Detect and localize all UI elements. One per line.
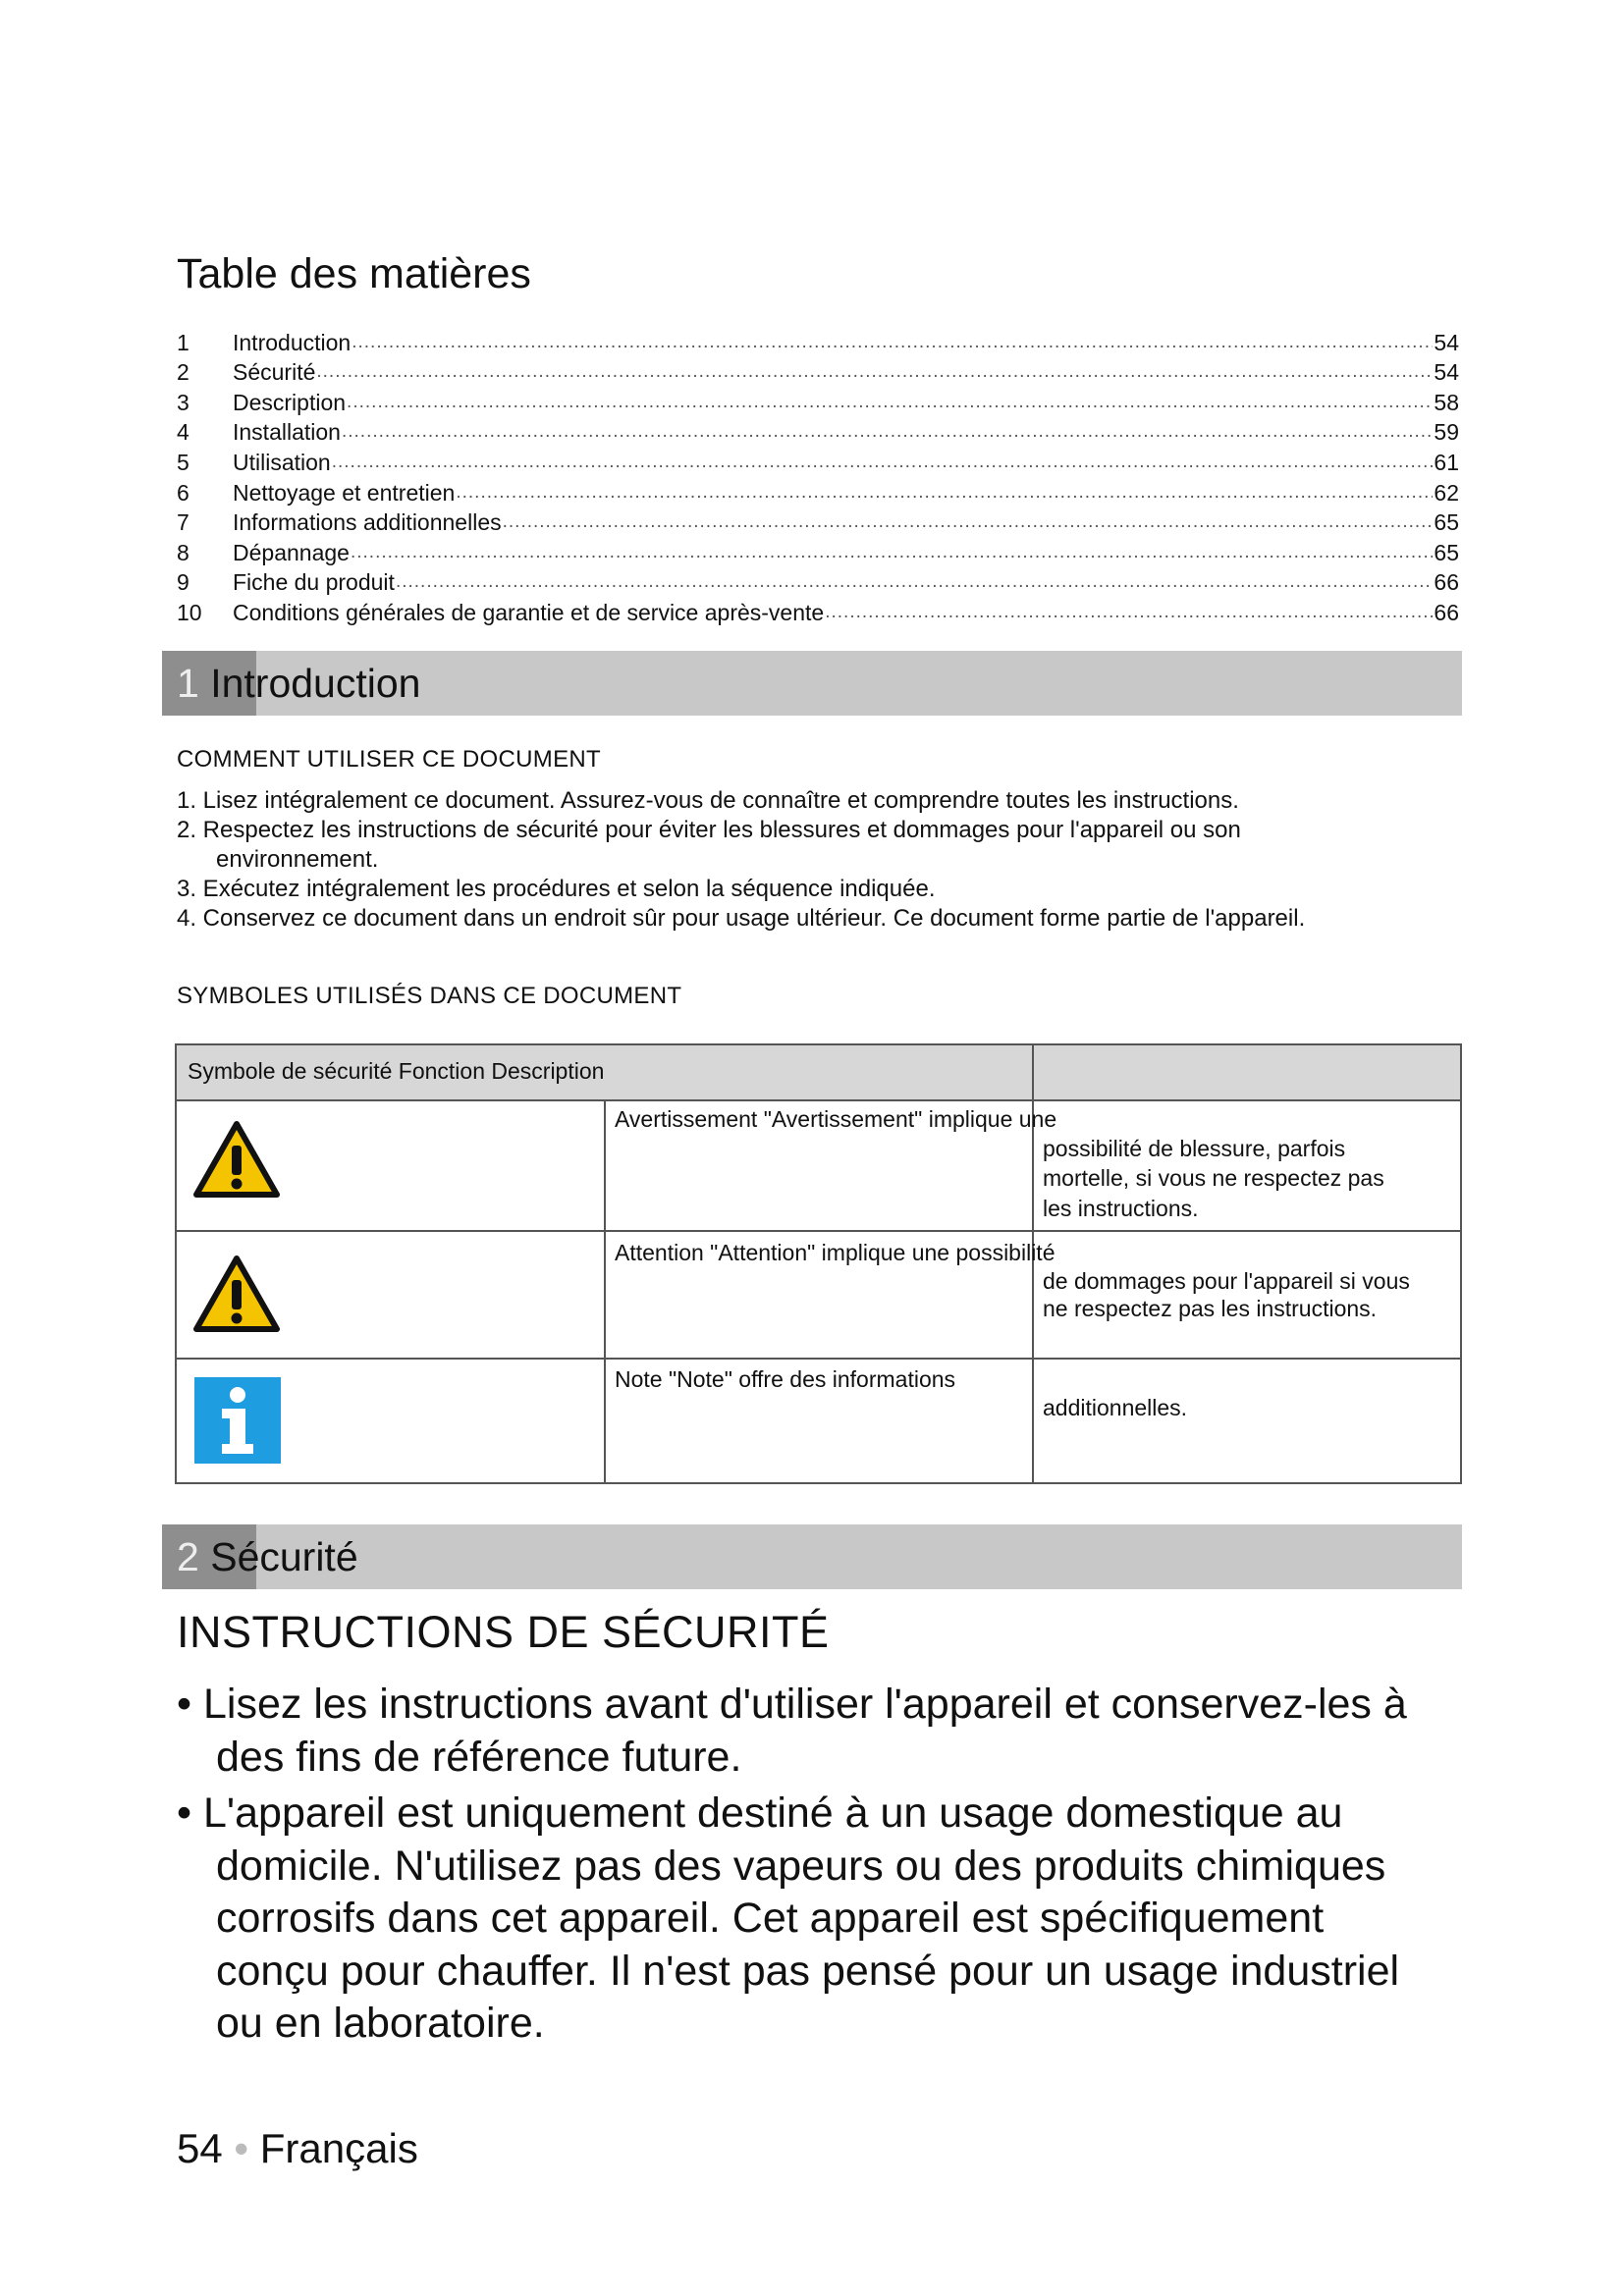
toc-entry[interactable] — [177, 507, 1459, 538]
bullet-item — [177, 1679, 1473, 1784]
bullet-line: ou en laboratoire. — [216, 2000, 545, 2047]
toc-entry[interactable] — [177, 327, 1459, 357]
footer-language: Français — [259, 2125, 418, 2171]
table-header-label: Symbole de sécurité Fonction Description — [188, 1058, 605, 1084]
toc-leader-dots — [825, 598, 1433, 627]
toc-entry-page: 54 — [1434, 329, 1459, 355]
description-line: les instructions. — [1043, 1196, 1199, 1221]
toc-entry-page: 65 — [1434, 539, 1459, 565]
section-label: Sécurité — [210, 1534, 358, 1579]
toc-entry-page: 61 — [1434, 449, 1459, 475]
toc-entry-number: 10 — [177, 599, 202, 625]
page-number: 54 — [177, 2125, 223, 2171]
symbols-heading: SYMBOLES UTILISÉS DANS CE DOCUMENT — [177, 983, 682, 1009]
toc-entry-number: 5 — [177, 449, 189, 475]
section-title — [177, 1534, 358, 1579]
section-title — [177, 661, 420, 706]
how-to-use-heading: COMMENT UTILISER CE DOCUMENT — [177, 746, 601, 773]
info-icon — [194, 1377, 281, 1464]
toc-entry[interactable] — [177, 447, 1459, 477]
bullet-line: des fins de référence future. — [216, 1733, 742, 1781]
toc-entry-label: Introduction — [233, 329, 352, 355]
toc-entry-label: Fiche du produit — [233, 569, 395, 596]
description-line: ne respectez pas les instructions. — [1043, 1296, 1378, 1321]
bullet-line: corrosifs dans cet appareil. Cet appareil est spécifiquement — [216, 1895, 1325, 1942]
step-item: 1. Lisez intégralement ce document. Assurez-vous de connaître et comprendre toutes les instructions. — [177, 787, 1239, 814]
description-line: de dommages pour l'appareil si vous — [1043, 1268, 1410, 1294]
step-item-continuation: environnement. — [216, 846, 379, 873]
function-cell: Avertissement "Avertissement" implique une — [615, 1106, 1057, 1132]
step-item: 3. Exécutez intégralement les procédures et selon la séquence indiquée. — [177, 876, 936, 902]
toc-entry[interactable] — [177, 597, 1459, 627]
toc-entry[interactable] — [177, 537, 1459, 567]
warning-triangle-icon — [192, 1120, 281, 1199]
toc-entry-label: Sécurité — [233, 359, 316, 386]
description-line: additionnelles. — [1043, 1395, 1188, 1420]
toc-entry-number: 8 — [177, 539, 189, 565]
toc-leader-dots — [351, 538, 1433, 567]
toc-entry-number: 6 — [177, 479, 189, 506]
section-header-securite — [162, 1524, 1462, 1589]
toc-entry[interactable] — [177, 387, 1459, 417]
toc-entry-number: 4 — [177, 419, 189, 446]
toc-entry-label: Nettoyage et entretien — [233, 479, 456, 506]
toc-leader-dots — [503, 507, 1434, 537]
toc-entry-page: 66 — [1434, 599, 1459, 625]
toc-entry[interactable] — [177, 567, 1459, 598]
function-cell: Attention "Attention" implique une possibilité — [615, 1240, 1056, 1265]
toc-leader-dots — [342, 417, 1433, 447]
toc-entry-page: 65 — [1434, 509, 1459, 536]
caution-triangle-icon — [192, 1255, 281, 1333]
step-item: 4. Conservez ce document dans un endroit sûr pour usage ultérieur. Ce document forme partie de l'appareil. — [177, 905, 1306, 932]
bullet-first-line: • Lisez les instructions avant d'utiliser l'appareil et conservez-les à — [177, 1681, 1407, 1728]
toc-list — [177, 327, 1459, 627]
toc-entry-page: 62 — [1434, 479, 1459, 506]
toc-leader-dots — [347, 388, 1433, 417]
symbols-table — [175, 1043, 1462, 1484]
section-header-introduction — [162, 651, 1462, 716]
instruction-steps — [177, 786, 1473, 934]
column-divider — [604, 1099, 606, 1484]
toc-entry[interactable] — [177, 417, 1459, 448]
section-label: Introduction — [210, 661, 421, 706]
toc-entry-label: Description — [233, 389, 347, 415]
toc-entry-page: 54 — [1434, 359, 1459, 386]
toc-title: Table des matières — [177, 250, 531, 297]
toc-entry-label: Utilisation — [233, 449, 331, 475]
bullet-line: conçu pour chauffer. Il n'est pas pensé pour un usage industriel — [216, 1947, 1400, 1995]
toc-entry[interactable] — [177, 477, 1459, 507]
bullet-item — [177, 1788, 1473, 2051]
row-divider — [177, 1230, 1460, 1232]
toc-entry-page: 66 — [1434, 569, 1459, 596]
toc-entry-label: Conditions générales de garantie et de service après-vente — [233, 599, 825, 625]
toc-entry-number: 7 — [177, 509, 189, 536]
section-number: 1 — [177, 661, 199, 706]
toc-entry-number: 3 — [177, 389, 189, 415]
step-item: 2. Respectez les instructions de sécurité pour éviter les blessures et dommages pour l'appareil ou son — [177, 817, 1241, 843]
function-cell: Note "Note" offre des informations — [615, 1366, 956, 1392]
toc-leader-dots — [456, 478, 1433, 507]
bullet-first-line: • L'appareil est uniquement destiné à un usage domestique au — [177, 1789, 1343, 1837]
safety-instructions-heading: INSTRUCTIONS DE SÉCURITÉ — [177, 1607, 830, 1657]
toc-entry-number: 9 — [177, 569, 189, 596]
toc-entry-number: 2 — [177, 359, 189, 386]
description-line: mortelle, si vous ne respectez pas — [1043, 1165, 1384, 1191]
toc-leader-dots — [332, 448, 1434, 477]
toc-leader-dots — [396, 567, 1433, 597]
page-footer — [177, 2125, 418, 2172]
toc-entry-page: 58 — [1434, 389, 1459, 415]
toc-leader-dots — [316, 357, 1433, 387]
toc-leader-dots — [352, 328, 1433, 357]
toc-entry-label: Dépannage — [233, 539, 350, 565]
toc-entry[interactable] — [177, 357, 1459, 388]
toc-entry-page: 59 — [1434, 419, 1459, 446]
toc-entry-label: Installation — [233, 419, 341, 446]
toc-entry-label: Informations additionnelles — [233, 509, 502, 536]
toc-entry-number: 1 — [177, 329, 189, 355]
bullet-line: domicile. N'utilisez pas des vapeurs ou des produits chimiques — [216, 1842, 1386, 1890]
footer-separator: • — [234, 2125, 249, 2171]
safety-bullet-list — [177, 1679, 1473, 2055]
description-line: possibilité de blessure, parfois — [1043, 1136, 1346, 1161]
section-number: 2 — [177, 1534, 199, 1579]
row-divider — [177, 1358, 1460, 1360]
